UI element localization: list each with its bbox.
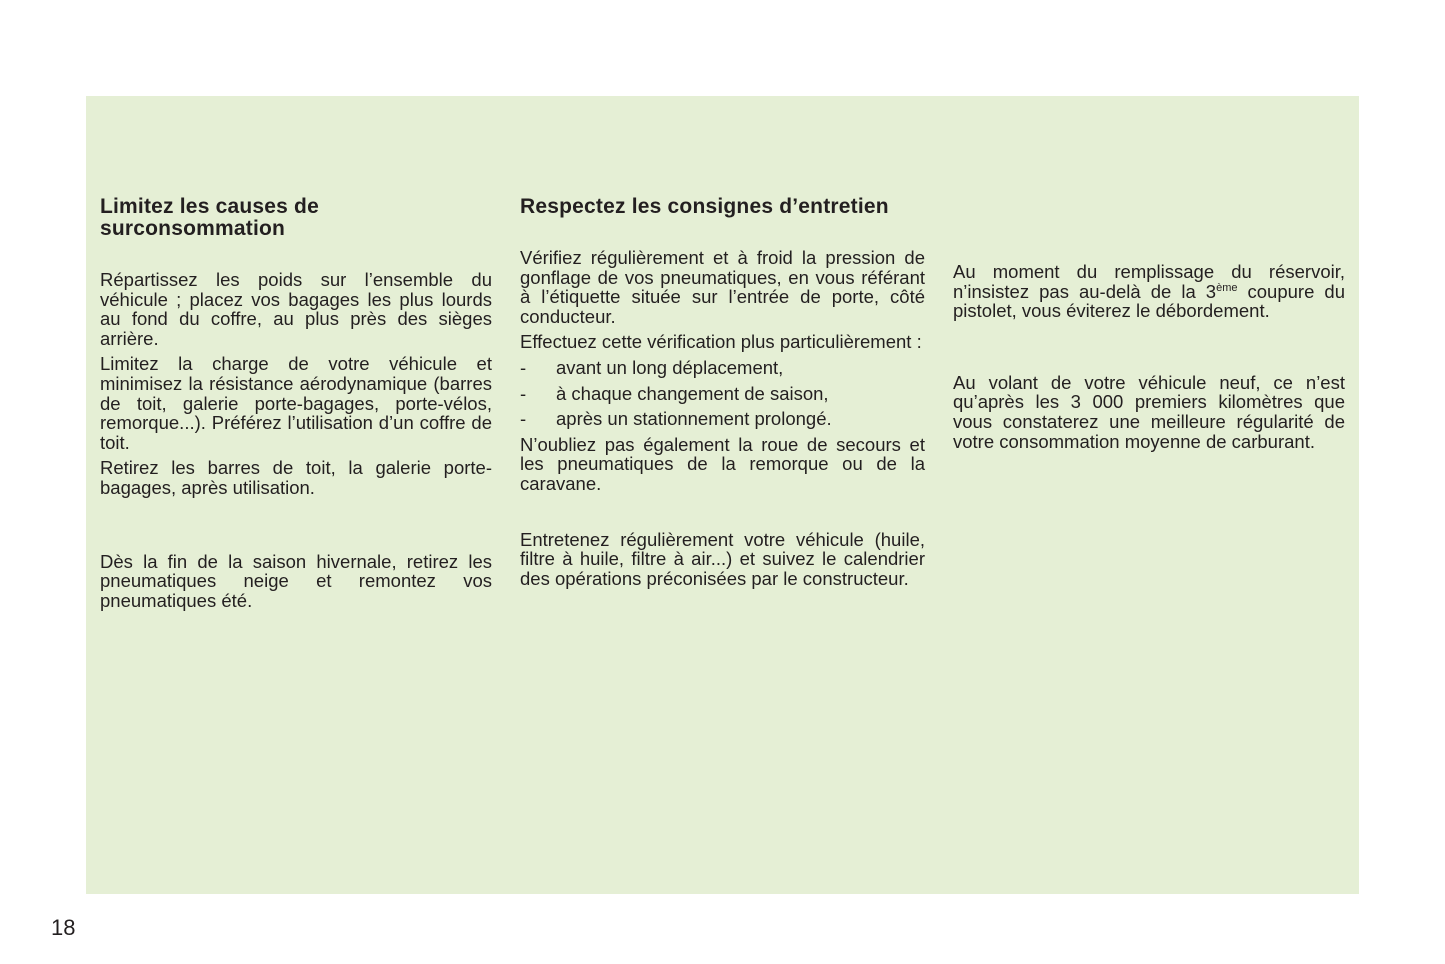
paragraph-tyre-pressure: Vérifiez régulièrement et à froid la pression de gonflage de vos pneumatiques, en vous référant à l’étiquette située sur l’entrée de porte, côté conducteur.: [520, 247, 925, 327]
dash-bullet: -: [520, 382, 527, 404]
paragraph-check-intro: Effectuez cette vérification plus particulièrement :: [520, 331, 922, 353]
paragraph-new-vehicle: Au volant de votre véhicule neuf, ce n’est qu’après les 3 000 premiers kilomètres que vous constaterez une meilleure régularité de votre consommation moyenne de carburant.: [953, 371, 1345, 452]
paragraph-winter-tyres: Dès la fin de la saison hivernale, retirez les pneumatiques neige et remontez vos pneumatiques été.: [100, 550, 492, 611]
dash-bullet: -: [520, 408, 527, 430]
list-item: - après un stationnement prolongé.: [520, 408, 832, 430]
dash-bullet: -: [520, 356, 527, 378]
superscript-ordinal: ème: [1216, 281, 1238, 294]
paragraph-refuelling: Au moment du remplissage du réservoir, n’insistez pas au-delà de la 3ème coupure du pistolet, vous éviterez le débordement.: [953, 261, 1345, 322]
paragraph-roof-bars: Retirez les barres de toit, la galerie porte-bagages, après utilisation.: [100, 457, 492, 498]
page-number: 18: [51, 915, 76, 940]
section-heading-consumption: Limitez les causes de surconsommation: [100, 195, 319, 240]
list-item: - avant un long déplacement,: [520, 356, 784, 378]
paragraph-spare-wheel: N’oubliez pas également la roue de secours et les pneumatiques de la remorque ou de la caravane.: [520, 433, 925, 494]
paragraph-service-schedule: Entretenez régulièrement votre véhicule (huile, filtre à huile, filtre à air...) et suivez le calendrier des opérations préconisées par le constructeur.: [520, 528, 925, 589]
column-refuelling: [953, 262, 1345, 457]
check-list: [520, 358, 925, 429]
section-heading-maintenance: Respectez les consignes d’entretien: [520, 195, 889, 218]
paragraph-load-limit: Limitez la charge de votre véhicule et minimisez la résistance aérodynamique (barres de toit, galerie porte-bagages, porte-vélos, remorque...). Préférez l’utilisation d’un coffre de toit.: [100, 353, 492, 453]
list-item: - à chaque changement de saison,: [520, 382, 829, 404]
paragraph-weight-distribution: Répartissez les poids sur l’ensemble du véhicule ; placez vos bagages les plus lourds au fond du coffre, au plus près des sièges arrière.: [100, 269, 492, 349]
column-fuel-consumption: [100, 196, 492, 616]
column-maintenance: [520, 196, 925, 594]
